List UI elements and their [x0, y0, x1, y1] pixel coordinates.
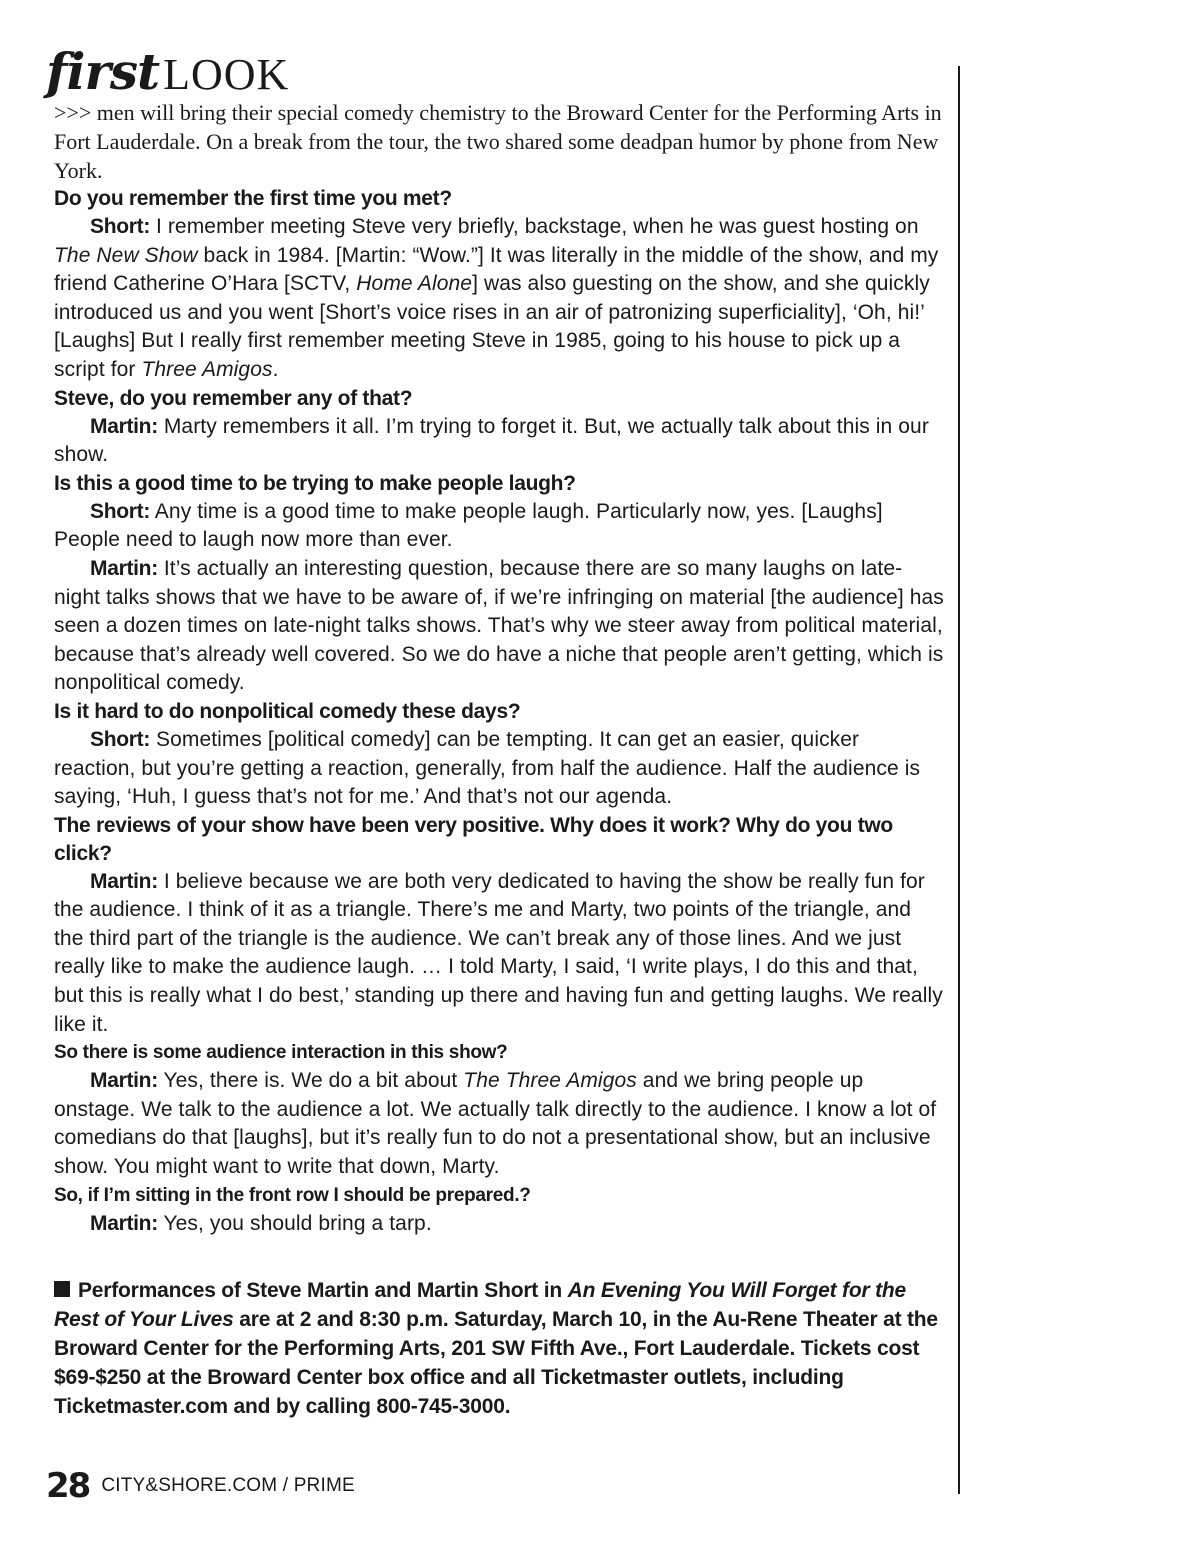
- section-title-look: LOOK: [163, 50, 290, 99]
- interview-body: [54, 185, 944, 1238]
- interview-answer: [54, 413, 944, 470]
- text-run: .: [272, 357, 279, 381]
- performance-info: [54, 1276, 944, 1421]
- column-divider: [958, 66, 960, 1494]
- speaker-name: Martin:: [90, 414, 158, 438]
- italic-title: Home Alone: [356, 272, 473, 296]
- page-number: 28: [46, 1466, 90, 1506]
- speaker-name: Short:: [90, 499, 151, 523]
- interview-answer: [54, 726, 944, 812]
- interview-answer: [54, 498, 944, 555]
- interview-question: So there is some audience interaction in this show?: [54, 1042, 508, 1064]
- text-run: are at 2 and 8:30 p.m. Saturday, March 10, in the Au-Rene Theater at the Broward Center for the Performing Arts, 201 SW Fifth Ave., Fort Lauderdale. Tickets cost $69-$250 at the Broward Center box office and all Ticketmaster outlets, including Ticketmaster.com and by calling 800-745-3000.: [54, 1308, 938, 1419]
- text-run: Sometimes [political comedy] can be tempting. It can get an easier, quicker reaction, but you’re getting a reaction, generally, from half the audience. Half the audience is saying, ‘Huh, I guess that’s not for me.’ And that’s not our agenda.: [54, 727, 921, 809]
- text-run: and we bring people up onstage. We talk to the audience a lot. We actually talk directly to the audience. I know a lot of comedians do that [laughs], but it’s really fun to do not a presentational show, but an inclusive show. You might want to write that down, Marty.: [54, 1069, 937, 1179]
- speaker-name: Martin:: [90, 869, 158, 893]
- interview-answer: [54, 1210, 944, 1239]
- interview-answer: [54, 555, 944, 698]
- performance-info-text: [54, 1279, 938, 1418]
- speaker-name: Short:: [90, 215, 151, 238]
- italic-title: The Three Amigos: [463, 1069, 637, 1093]
- interview-answer: [54, 868, 944, 1040]
- interview-question: Is this a good time to be trying to make people laugh?: [54, 471, 576, 495]
- text-run: I believe because we are both very dedicated to having the show be really fun for the audience. I think of it as a triangle. There’s me and Marty, two points of the triangle, and the third part of the triangle is the audience. We can’t break any of those lines. And we just really like to make the audience laugh. … I told Marty, I said, ‘I write plays, I do this and that, but this is really what I do best,’ standing up there and having fun and getting laughs. We really like it.: [54, 869, 943, 1036]
- interview-question: Steve, do you remember any of that?: [54, 386, 413, 410]
- section-title-first: first: [46, 42, 160, 101]
- text-run: Marty remembers it all. I’m trying to forget it. But, we actually talk about this in our show.: [54, 414, 929, 467]
- interview-question: So, if I’m sitting in the front row I should be prepared.?: [54, 1184, 531, 1206]
- interview-answer: [54, 1067, 944, 1181]
- text-run: Any time is a good time to make people laugh. Particularly now, yes. [Laughs] People need to laugh now more than ever.: [54, 499, 883, 552]
- speaker-name: Martin:: [90, 1069, 158, 1093]
- page-footer: [46, 1466, 355, 1506]
- article-intro: >>> men will bring their special comedy chemistry to the Broward Center for the Performing Arts in Fort Lauderdale. On a break from the tour, the two shared some deadpan humor by phone from New York.: [54, 100, 942, 183]
- text-run: I remember meeting Steve very briefly, backstage, when he was guest hosting on: [150, 215, 919, 238]
- text-run: Yes, there is. We do a bit about: [157, 1069, 464, 1093]
- italic-title: An Evening You Will Forget for the Rest of Your Lives: [54, 1279, 906, 1332]
- text-run: ] was also guesting on the show, and she quickly introduced us and you went [Short’s voice rises in an air of patronizing superficiality], ‘Oh, hi!’ [Laughs] But I really first remember meeting Steve in 1985, going to his house to pick up a script for: [54, 272, 930, 381]
- text-run: Yes, you should bring a tarp.: [157, 1211, 432, 1235]
- article-column: [54, 98, 944, 1421]
- interview-question: Do you remember the first time you met?: [54, 187, 452, 210]
- publication-name: CITY&SHORE.COM / PRIME: [101, 1475, 355, 1496]
- interview-question: Is it hard to do nonpolitical comedy these days?: [54, 699, 521, 723]
- speaker-name: Short:: [90, 727, 151, 751]
- italic-title: Three Amigos: [141, 357, 273, 381]
- text-run: It’s actually an interesting question, because there are so many laughs on late-night talks shows that we have to be aware of, if we’re infringing on material [the audience] has seen a dozen times on late-night talks shows. That’s why we steer away from political material, because that’s already well covered. So we do have a niche that people aren’t getting, which is nonpolitical comedy.: [54, 556, 944, 695]
- text-run: back in 1984. [Martin: “Wow.”] It was literally in the middle of the show, and my friend Catherine O’Hara [SCTV,: [54, 243, 939, 296]
- bullet-square-icon: [54, 1281, 70, 1297]
- italic-title: The New Show: [54, 243, 198, 267]
- text-run: Performances of Steve Martin and Martin Short in: [78, 1279, 568, 1303]
- speaker-name: Martin:: [90, 1211, 158, 1235]
- interview-question: The reviews of your show have been very positive. Why does it work? Why do you two click?: [54, 813, 893, 865]
- speaker-name: Martin:: [90, 556, 158, 580]
- interview-answer: [54, 213, 944, 385]
